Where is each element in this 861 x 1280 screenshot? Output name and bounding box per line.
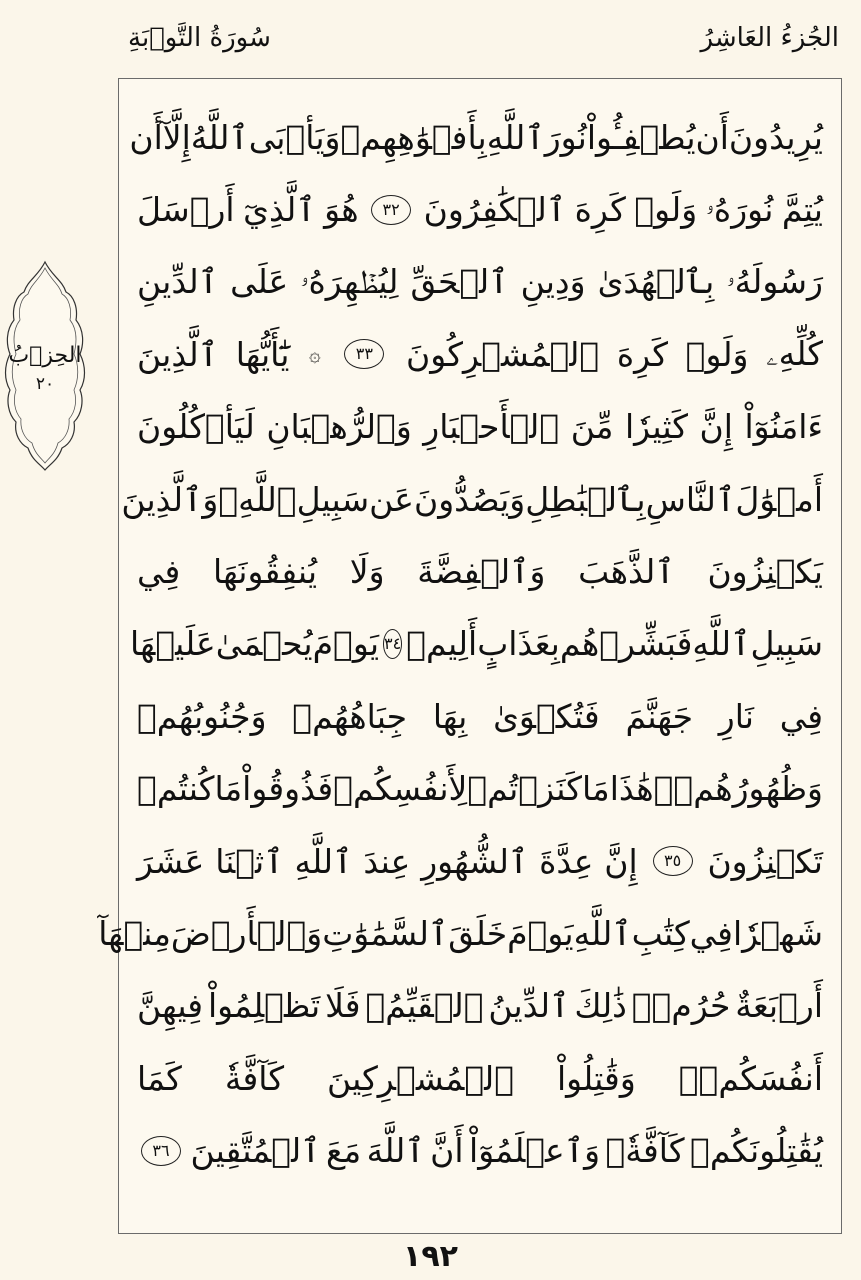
text-line — [137, 318, 823, 390]
quran-word: ٱللَّهَ — [366, 1131, 425, 1171]
quran-word: لَيَأۡكُلُونَ — [137, 407, 255, 447]
quran-word: ٱلَّذِينَ — [137, 334, 219, 374]
hizb-number: ٢٠ — [35, 374, 55, 394]
quran-word: فِيهِنَّ — [137, 986, 204, 1026]
quran-word: فِي — [137, 552, 181, 592]
quran-word: مِّنَ — [570, 407, 614, 447]
quran-word: إِنَّ — [699, 407, 733, 447]
quran-word: كَثِيرٗا — [625, 407, 689, 447]
quran-word: عَن — [369, 479, 414, 519]
quran-word: بِٱلۡهُدَىٰ — [597, 262, 715, 302]
ayah-number-marker: ٣٦ — [141, 1136, 181, 1166]
quran-word: ٱللَّهِ — [294, 841, 353, 881]
quran-word: وَيَصُدُّونَ — [413, 479, 526, 519]
quran-word: فَبَشِّرۡهُم — [559, 624, 693, 664]
ayah-number-marker: ٣٢ — [371, 195, 411, 225]
quran-word: مِنۡهَآ — [98, 913, 171, 953]
text-line — [98, 897, 823, 969]
text-line — [137, 173, 823, 245]
quran-word: بِٱلۡبَٰطِلِ — [525, 479, 646, 519]
quran-word: هُوَ — [324, 190, 359, 230]
quran-word: جَهَنَّمَ — [625, 696, 693, 736]
text-line — [121, 463, 823, 535]
quran-word: أَلِيمٖ — [406, 624, 478, 664]
quran-word: أَن — [695, 117, 729, 157]
quran-word: فَلَا — [325, 986, 361, 1026]
quran-word: ٱلذَّهَبَ — [578, 552, 675, 592]
quran-word: ءَامَنُوٓاْ — [744, 407, 823, 447]
rub-el-hizb-icon: ۞ — [309, 342, 321, 367]
quran-word: ٱلنَّاسِ — [645, 479, 736, 519]
quran-word: أَرۡبَعَةٌ — [735, 986, 823, 1026]
quran-word: كَآفَّةٗ — [224, 1058, 285, 1098]
text-line — [137, 535, 823, 607]
quran-word: يُحۡمَىٰ — [215, 624, 313, 664]
quran-word: يَوۡمَ — [507, 913, 574, 953]
quran-word: حُرُمٞۚ — [631, 986, 731, 1026]
quran-word: وَجُنُوبُهُمۡ — [137, 696, 267, 736]
text-line — [129, 101, 823, 173]
quran-word: مَا — [214, 769, 243, 809]
quran-word: نَارِ — [718, 696, 754, 736]
text-line — [137, 970, 823, 1042]
quran-word: فَذُوقُواْ — [242, 769, 334, 809]
quran-word: كَآفَّةٗۚ — [605, 1131, 685, 1171]
quran-word: ٱلۡكَٰفِرُونَ — [423, 190, 567, 230]
quran-word: يَٰٓأَيُّهَا — [235, 334, 290, 374]
text-line — [137, 1042, 823, 1114]
quran-word: ٱللَّهِ — [692, 624, 751, 664]
text-line — [137, 753, 823, 825]
text-line — [137, 680, 823, 752]
quran-word: بِأَفۡوَٰهِهِمۡ — [340, 117, 487, 157]
quran-word: سَبِيلِ — [296, 479, 370, 519]
quran-word: فَتُكۡوَىٰ — [493, 696, 600, 736]
quran-word: كَمَا — [137, 1058, 182, 1098]
quran-word: ٱلَّذِيٓ — [243, 190, 316, 230]
quran-word: عِدَّةَ — [539, 841, 594, 881]
hizb-label: الحِزۡبُ — [8, 343, 82, 368]
ayah-number-marker: ٣٤ — [383, 629, 402, 659]
quran-word: وَٱعۡلَمُوٓاْ — [469, 1131, 601, 1171]
quran-word: لِيُظۡهِرَهُۥ — [300, 261, 399, 301]
quran-word: ٱللَّهِ — [486, 117, 545, 157]
quran-word: شَهۡرٗا — [732, 913, 823, 953]
quran-word: أَن — [129, 117, 163, 157]
quran-word: نُورَهُۥ — [705, 189, 774, 229]
quran-word: كَرِهَ — [574, 190, 626, 230]
quran-word: عَلَى — [230, 262, 289, 302]
quran-word: ٱللَّهِۗ — [218, 479, 297, 519]
quran-word: أَنَّ — [430, 1131, 464, 1171]
quran-word: كُنتُمۡ — [137, 769, 215, 809]
quran-word: وَلَوۡ — [685, 334, 749, 374]
quran-word: إِنَّ — [604, 841, 638, 881]
quran-word: لِأَنفُسِكُمۡ — [333, 769, 468, 809]
quran-word: ٱثۡنَا — [215, 841, 284, 881]
quran-word: عَلَيۡهَا — [130, 624, 216, 664]
quran-word: ٱلۡحَقِّ — [410, 262, 509, 302]
quran-word: عِندَ — [363, 841, 411, 881]
quran-word: يُرِيدُونَ — [728, 117, 823, 157]
quran-word: مَا — [581, 769, 610, 809]
quran-word: جِبَاهُهُمۡ — [292, 696, 408, 736]
quran-word: بِعَذَابٍ — [477, 624, 560, 664]
quran-word: يُنفِقُونَهَا — [213, 552, 318, 592]
quran-word: فِي — [689, 913, 733, 953]
quran-text-frame — [98, 78, 842, 1234]
quran-lines — [98, 101, 823, 1187]
quran-word: ٱلدِّينُ — [488, 986, 570, 1026]
quran-word: بِهَا — [432, 696, 468, 736]
quran-word: وَقَٰتِلُواْ — [556, 1058, 636, 1098]
quran-word: ذَٰلِكَ — [574, 986, 627, 1026]
quran-word: ٱلۡأَحۡبَارِ — [423, 407, 560, 447]
quran-word: ٱلدِّينِ — [137, 262, 219, 302]
quran-word: يُتِمَّ — [781, 190, 823, 230]
text-line — [137, 391, 823, 463]
text-line — [137, 246, 823, 318]
surah-title: سُورَةُ التَّوۡبَةِ — [128, 23, 271, 53]
quran-word: سَبِيلِ — [750, 624, 823, 664]
quran-word: نُورَ — [544, 117, 587, 157]
quran-word: يُطۡفِـُٔواْ — [586, 117, 696, 157]
juz-title: الجُزءُ العَاشِرُ — [700, 23, 839, 53]
quran-word: ٱلۡمُشۡرِكِينَ — [327, 1058, 514, 1098]
text-line — [130, 608, 823, 680]
text-line — [137, 1114, 823, 1186]
quran-word: يَوۡمَ — [312, 624, 380, 664]
quran-word: تَكۡنِزُونَ — [707, 841, 823, 881]
quran-word: وَلَا — [349, 552, 385, 592]
quran-word: ٱلشُّهُورِ — [421, 841, 529, 881]
ayah-number-marker: ٣٥ — [653, 846, 693, 876]
quran-word: هَٰذَا — [609, 769, 654, 809]
quran-word: أَرۡسَلَ — [137, 190, 235, 230]
quran-word: وَٱلرُّهۡبَانِ — [266, 407, 412, 447]
ayah-number-marker: ٣٣ — [344, 339, 384, 369]
quran-word: وَٱلَّذِينَ — [121, 479, 219, 519]
quran-word: ٱلسَّمَٰوَٰتِ — [322, 913, 449, 953]
quran-word: كُلِّهِۦ — [766, 334, 823, 374]
quran-word: أَنفُسَكُمۡۚ — [678, 1058, 823, 1098]
quran-word: كَرِهَ — [616, 334, 669, 374]
quran-word: وَدِينِ — [520, 262, 586, 302]
quran-word: مَعَ — [325, 1131, 362, 1171]
quran-word: وَٱلۡأَرۡضَ — [170, 913, 323, 953]
quran-word: وَٱلۡفِضَّةَ — [417, 552, 546, 592]
quran-word: وَلَوۡ — [634, 190, 698, 230]
quran-word: ٱللَّهِ — [573, 913, 632, 953]
quran-word: أَمۡوَٰلَ — [735, 479, 823, 519]
quran-word: ٱلۡمُشۡرِكُونَ — [406, 334, 600, 374]
text-line — [137, 825, 823, 897]
quran-word: وَيَأۡبَى — [248, 117, 341, 157]
quran-word: يَكۡنِزُونَ — [707, 552, 823, 592]
quran-word: إِلَّآ — [162, 117, 191, 157]
quran-word: ٱلۡقَيِّمُۚ — [365, 986, 484, 1026]
quran-word: خَلَقَ — [448, 913, 508, 953]
quran-word: ٱلۡمُتَّقِينَ — [190, 1131, 321, 1171]
quran-word: تَظۡلِمُواْ — [207, 986, 321, 1026]
quran-word: كَنَزۡتُمۡ — [467, 769, 582, 809]
quran-word: ٱللَّهُ — [190, 117, 249, 157]
quran-word: كِتَٰبِ — [631, 913, 690, 953]
quran-word: عَشَرَ — [137, 841, 205, 881]
quran-word: يُقَٰتِلُونَكُمۡ — [690, 1131, 823, 1171]
quran-word: فِي — [779, 696, 823, 736]
page-number: ١٩٢ — [403, 1239, 458, 1274]
quran-word: رَسُولَهُۥ — [726, 261, 823, 301]
quran-word: وَظُهُورُهُمۡۖ — [653, 769, 823, 809]
